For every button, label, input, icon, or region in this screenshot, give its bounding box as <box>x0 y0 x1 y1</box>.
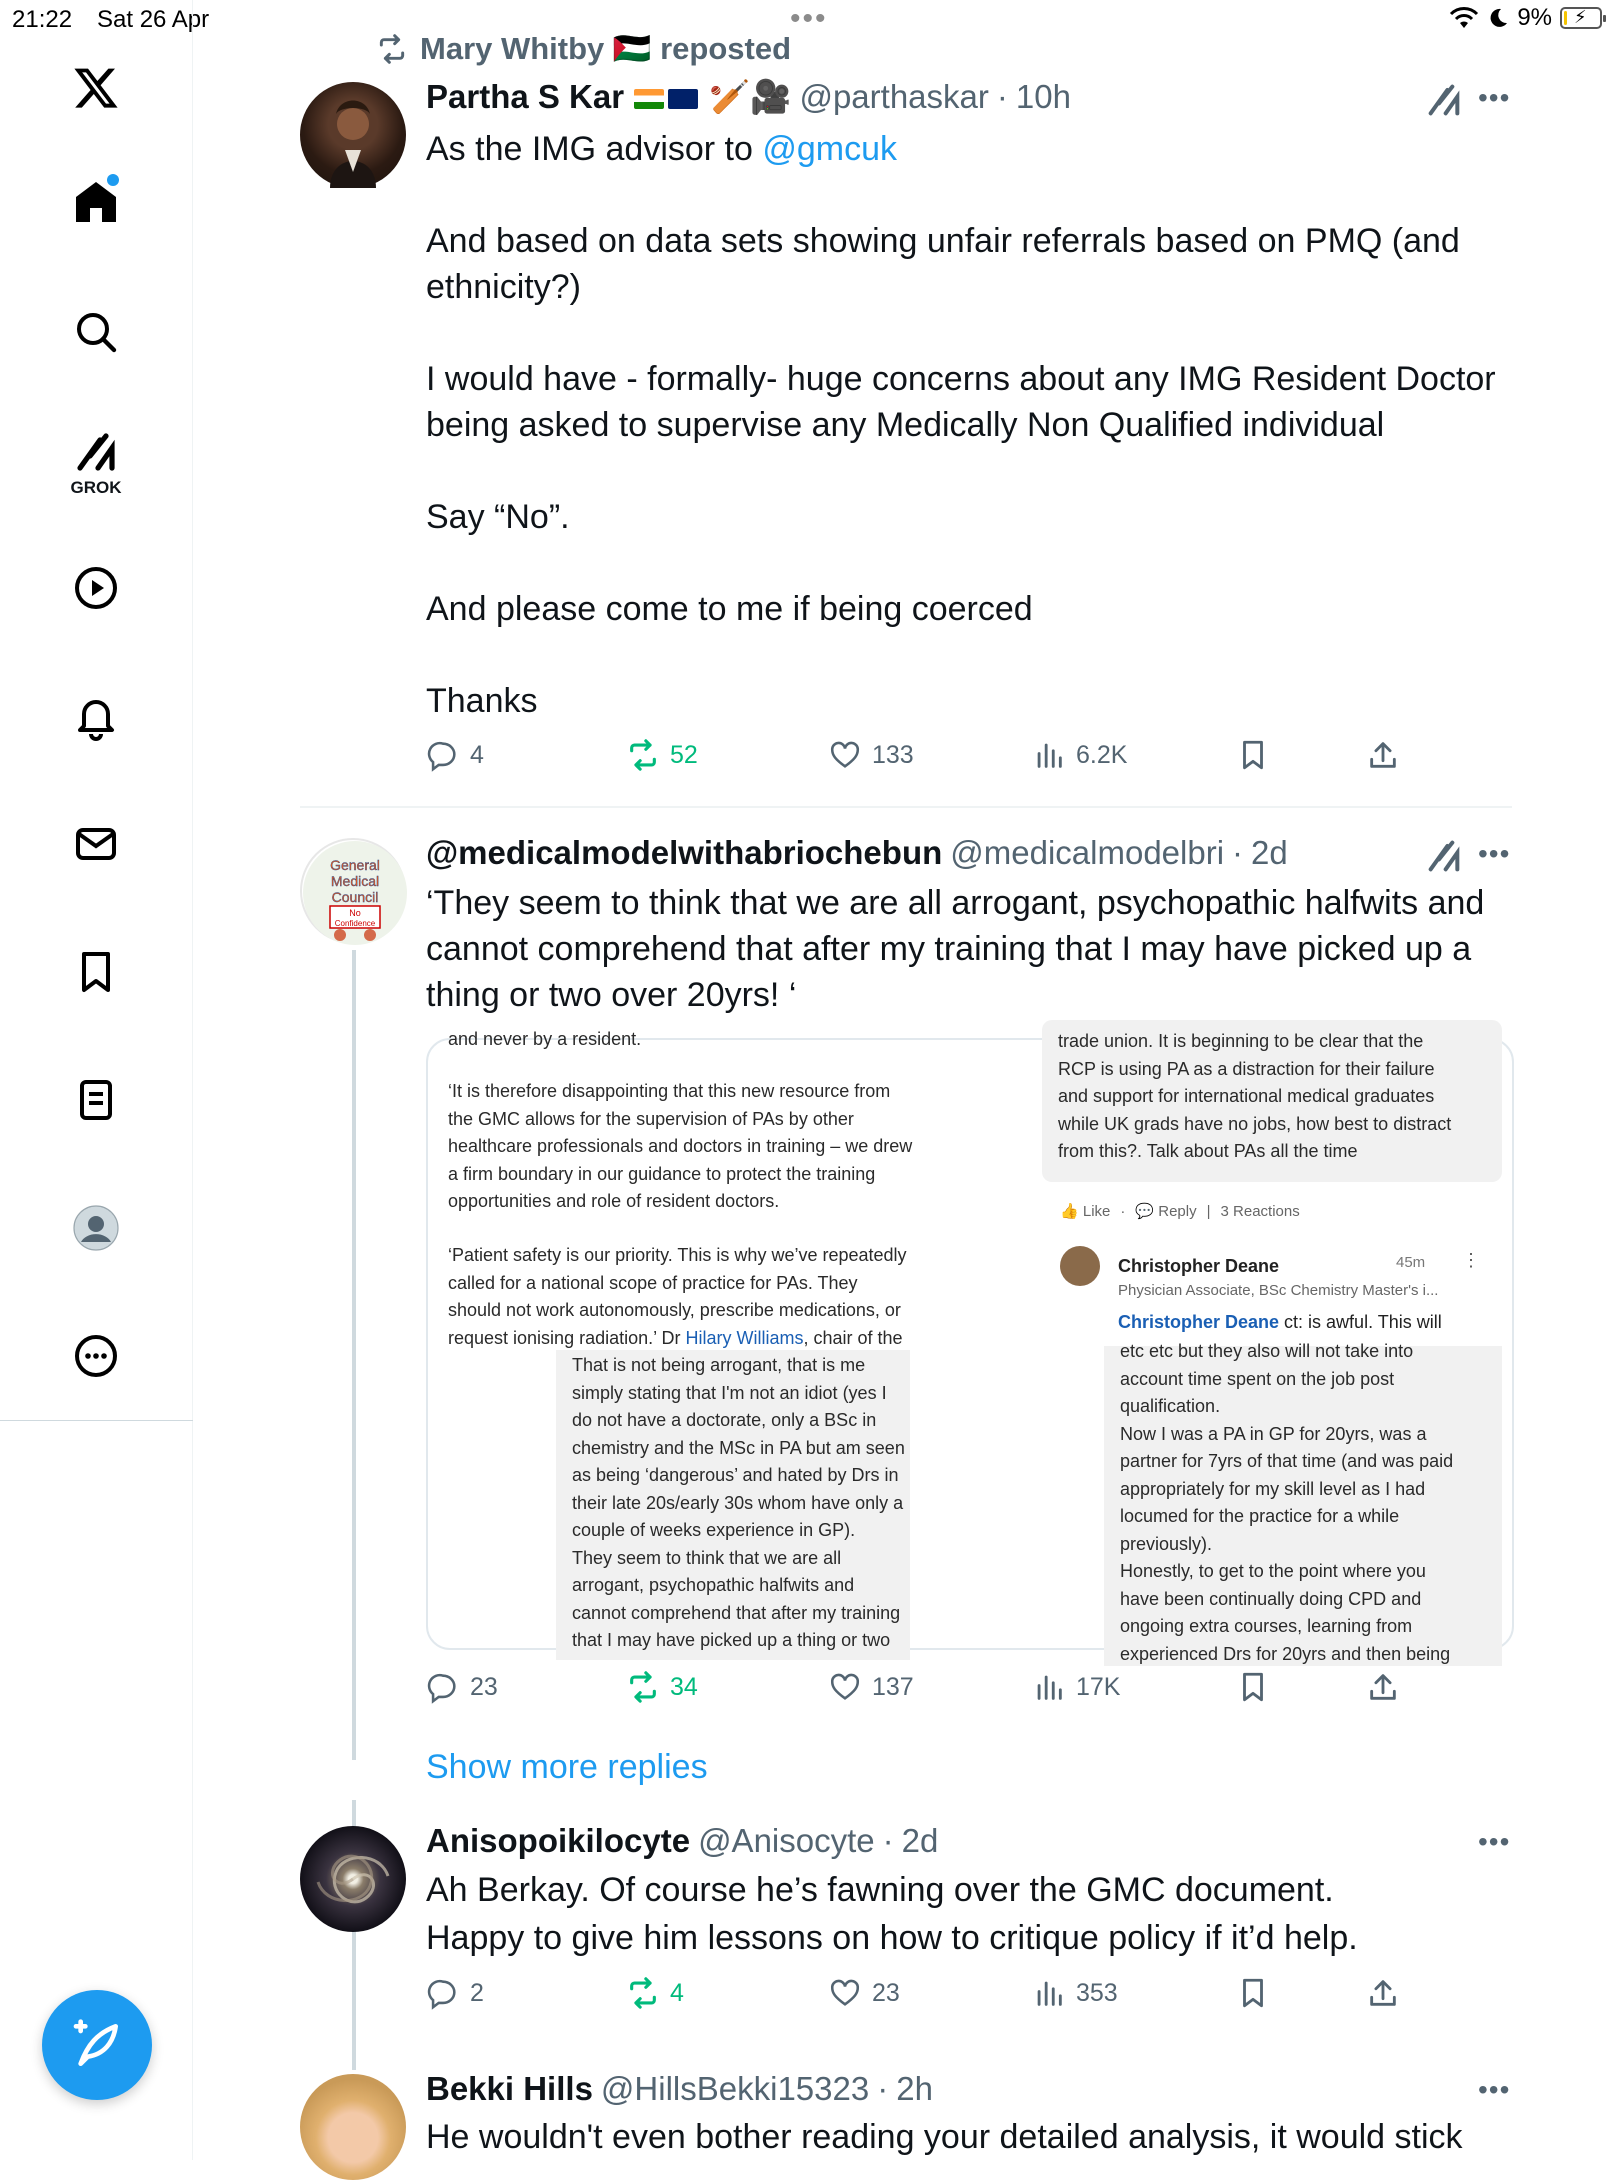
more-options-icon[interactable] <box>64 1324 128 1388</box>
tweet-time[interactable]: 2d <box>901 1822 939 1859</box>
author-name[interactable]: Bekki Hills <box>426 2070 593 2107</box>
body-line: And based on data sets showing unfair referrals based on PMQ (and ethnicity?) <box>426 222 1460 306</box>
sidebar <box>0 0 193 2160</box>
svg-text:General: General <box>330 857 380 873</box>
tweet-body <box>426 126 1516 724</box>
tweet-more-icon[interactable]: ••• <box>1478 838 1511 869</box>
view-count: 17K <box>1076 1672 1121 1701</box>
repost-icon <box>626 738 660 772</box>
thread-line <box>352 950 356 1760</box>
author-handle[interactable]: @HillsBekki15323 <box>600 2070 870 2107</box>
svg-text:No: No <box>349 908 361 918</box>
ss-commenter-title: Physician Associate, BSc Chemistry Master's i... <box>1118 1282 1439 1299</box>
bookmark-button[interactable] <box>1236 1976 1270 2010</box>
heart-icon <box>828 738 862 772</box>
sidebar-divider <box>0 1420 193 1421</box>
ss-comment-text: etc etc but they also will not take into account time spent on the job post qualification. Now I was a PA in GP for 20yrs, was a partner for 7yrs of that time (and was paid appropriately for my skill level as I had locumed for the practice for a while previously). Honestly, to get to the point where you have been continually doing CPD and ongoing extra courses, learning from experienced Drs for 20yrs and then being <box>1120 1341 1454 1664</box>
like-button[interactable] <box>828 1670 914 1704</box>
views-chart-icon <box>1032 1976 1066 2010</box>
ss-commenter-avatar <box>1060 1246 1100 1286</box>
share-button[interactable] <box>1366 1670 1400 1704</box>
lists-icon[interactable] <box>64 1068 128 1132</box>
body-line: I would have - formally- huge concerns about any IMG Resident Doctor being asked to supervise any Medically Non Qualified individual <box>426 360 1496 444</box>
share-icon <box>1366 1670 1400 1704</box>
tweet-body: ‘They seem to think that we are all arrogant, psychopathic halfwits and cannot comprehend that after my training that I may have picked up a thing or two over 20yrs! ‘ <box>426 884 1485 1014</box>
show-more-replies-link[interactable]: Show more replies <box>426 1748 708 1786</box>
separator: · <box>882 1822 894 1859</box>
bookmark-button[interactable] <box>1236 738 1270 772</box>
bookmark-icon <box>1236 1976 1270 2010</box>
author-name[interactable]: Anisopoikilocyte <box>426 1822 691 1859</box>
film-camera-icon: 🎥 <box>750 78 792 115</box>
cricket-icon: 🏏 <box>709 78 751 115</box>
repost-count: 4 <box>670 1978 684 2007</box>
body-line: Thanks <box>426 682 538 720</box>
like-button[interactable] <box>828 738 914 772</box>
x-logo-icon[interactable] <box>64 56 128 120</box>
repost-count: 34 <box>670 1672 698 1701</box>
heart-icon <box>828 1670 862 1704</box>
battery-percent: 9% <box>1517 4 1552 31</box>
svg-text:Medical: Medical <box>330 873 380 889</box>
repost-button[interactable] <box>626 1976 684 2010</box>
tweet-time[interactable]: 10h <box>1015 78 1071 115</box>
repost-button[interactable] <box>626 1670 698 1704</box>
reply-icon <box>426 738 460 772</box>
ss-commenter-name: Christopher Deane <box>1118 1256 1280 1276</box>
tweet-time[interactable]: 2h <box>896 2070 933 2107</box>
tweet-actions <box>426 1976 1426 2020</box>
author-handle[interactable]: @medicalmodelbri <box>950 834 1225 871</box>
views-chart-icon <box>1032 738 1066 772</box>
status-date: Sat 26 Apr <box>97 6 210 33</box>
ss-comment-line: Christopher Deane ct: is awful. This will <box>1118 1312 1442 1332</box>
tweet-time[interactable]: 2d <box>1251 834 1288 871</box>
repost-count: 52 <box>670 740 698 769</box>
like-count: 23 <box>872 1978 900 2007</box>
flags-emoji <box>632 78 791 117</box>
compose-post-button[interactable] <box>42 1990 152 2100</box>
tweet-body <box>426 1866 1516 1962</box>
tweet-header <box>426 834 1288 872</box>
tweet-actions <box>426 738 1426 782</box>
india-flag-icon <box>634 89 664 109</box>
compose-feather-icon <box>69 2017 125 2073</box>
svg-text:Confidence: Confidence <box>334 919 376 928</box>
body-line: Happy to give him lessons on how to critique policy if it’d help. <box>426 1919 1358 1957</box>
views-button[interactable] <box>1032 1670 1120 1704</box>
home-unread-dot <box>107 174 119 186</box>
svg-text:Council: Council <box>331 889 379 905</box>
tweet-more-icon[interactable]: ••• <box>1478 82 1511 113</box>
reply-icon <box>426 1670 460 1704</box>
reply-icon <box>426 1976 460 2010</box>
like-button[interactable] <box>828 1976 900 2010</box>
ss-comment-actions: 👍 Like · 💬 Reply | 3 Reactions <box>1060 1202 1300 1220</box>
tweet-more-icon[interactable]: ••• <box>1478 1826 1511 1857</box>
avatar[interactable] <box>300 2074 406 2180</box>
heart-icon <box>828 1976 862 2010</box>
repost-icon <box>626 1976 660 2010</box>
grok-icon[interactable] <box>64 420 128 484</box>
separator: · <box>877 2070 889 2107</box>
like-count: 133 <box>872 740 914 769</box>
wifi-icon <box>1449 6 1479 30</box>
tweet-header <box>426 78 1071 117</box>
separator: · <box>1232 834 1244 871</box>
tweet-header <box>426 2070 933 2108</box>
repost-indicator[interactable] <box>376 30 791 67</box>
status-right <box>1449 4 1602 32</box>
like-count: 137 <box>872 1672 914 1701</box>
ss-comment-text: trade union. It is beginning to be clear that the RCP is using PA as a distraction for their failure and support for international medical graduates while UK grads have no jobs, how best to distract from this?. Talk about PAs all the time <box>1058 1031 1452 1161</box>
body-line: As the IMG advisor to <box>426 130 763 168</box>
share-icon <box>1366 1976 1400 2010</box>
ss-paragraph: ‘It is therefore disappointing that this new resource from the GMC allows for the supervision of PAs by other healthcare professionals and doctors in training – we drew a firm boundary in our guidance to protect the training opportunities and role of resident doctors. <box>448 1081 913 1211</box>
avatar[interactable] <box>300 82 406 188</box>
views-button[interactable] <box>1032 1976 1118 2010</box>
author-name[interactable]: @medicalmodelwithabriochebun <box>426 834 943 871</box>
grok-explain-icon[interactable] <box>1424 80 1464 120</box>
bookmark-button[interactable] <box>1236 1670 1270 1704</box>
tweet-divider <box>300 806 1512 808</box>
avatar[interactable] <box>300 1826 406 1932</box>
ss-paragraph: ‘Patient safety is our priority. This is why we’ve repeatedly called for a national scope of practice for PAs. They should not work autonomously, prescribe medications, or request ionising radiation.’ Dr Hilary Williams, chair of the <box>448 1245 907 1348</box>
multitasking-dots-icon[interactable]: ••• <box>790 2 828 35</box>
bookmarks-icon[interactable] <box>64 940 128 1004</box>
mention-link[interactable]: @gmcuk <box>762 130 898 168</box>
bookmark-icon <box>1236 738 1270 772</box>
reply-count: 23 <box>470 1672 498 1701</box>
ss-more-icon: ⋮ <box>1462 1250 1480 1270</box>
moon-icon <box>1487 7 1509 29</box>
tweet-actions <box>426 1670 1426 1714</box>
tweet-media-image[interactable] <box>426 1029 1514 1664</box>
search-icon[interactable] <box>64 300 128 364</box>
video-icon[interactable] <box>64 556 128 620</box>
author-name[interactable]: Partha S Kar <box>426 78 625 115</box>
author-handle[interactable]: @parthaskar <box>799 78 989 115</box>
tweet-more-icon[interactable]: ••• <box>1478 2074 1511 2105</box>
notifications-bell-icon[interactable] <box>64 684 128 748</box>
repost-button[interactable] <box>626 738 698 772</box>
reply-button[interactable] <box>426 1670 498 1704</box>
reply-button[interactable] <box>426 1976 484 2010</box>
reply-count: 4 <box>470 740 484 769</box>
separator: · <box>996 78 1008 115</box>
status-bar <box>0 0 1620 40</box>
reply-count: 2 <box>470 1978 484 2007</box>
ss-comment-text: That is not being arrogant, that is me simply stating that I'm not an idiot (yes I do not have a doctorate, only a BSc in chemistry and the MSc in PA but am seen as being ‘dangerous’ and hated by Drs in their late 20s/early 30s whom have only a couple of weeks experience in GP). They seem to think that we are all arrogant, psychopathic halfwits and cannot comprehend that after my training that I may have picked up a thing or two <box>572 1355 905 1650</box>
uk-flag-icon <box>668 89 698 109</box>
body-line: Say “No”. <box>426 498 570 536</box>
share-button[interactable] <box>1366 738 1400 772</box>
views-chart-icon <box>1032 1670 1066 1704</box>
view-count: 353 <box>1076 1978 1118 2007</box>
battery-icon: ⚡ <box>1560 7 1602 29</box>
ss-text: and never by a resident. <box>448 1029 642 1049</box>
status-time: 21:22 <box>12 6 73 33</box>
repost-text: Mary Whitby 🇵🇸 reposted <box>420 31 792 66</box>
body-line: And please come to me if being coerced <box>426 590 1033 628</box>
repost-icon <box>376 33 408 65</box>
avatar[interactable] <box>300 838 406 944</box>
tweet-body: He wouldn't even bother reading your detailed analysis, it would stick <box>426 2118 1463 2156</box>
views-button[interactable] <box>1032 738 1127 772</box>
share-button[interactable] <box>1366 1976 1400 2010</box>
view-count: 6.2K <box>1076 740 1128 769</box>
grok-label: GROK <box>70 478 122 497</box>
body-line: Ah Berkay. Of course he’s fawning over the GMC document. <box>426 1871 1334 1909</box>
tweet-header <box>426 1822 938 1860</box>
reply-button[interactable] <box>426 738 484 772</box>
profile-avatar-icon[interactable] <box>64 1196 128 1260</box>
author-handle[interactable]: @Anisocyte <box>698 1822 875 1859</box>
repost-icon <box>626 1670 660 1704</box>
messages-envelope-icon[interactable] <box>64 812 128 876</box>
grok-explain-icon[interactable] <box>1424 836 1464 876</box>
ss-comment-time: 45m <box>1396 1254 1426 1271</box>
share-icon <box>1366 738 1400 772</box>
bookmark-icon <box>1236 1670 1270 1704</box>
